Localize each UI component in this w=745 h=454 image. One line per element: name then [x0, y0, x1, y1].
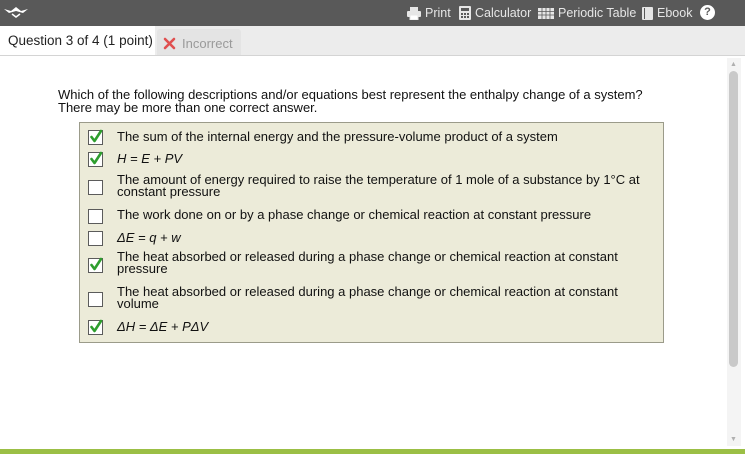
help-icon[interactable]: ?	[700, 5, 715, 20]
checkmark-icon	[89, 150, 103, 166]
periodic-table-label: Periodic Table	[558, 6, 637, 20]
question-content	[0, 56, 726, 448]
calculator-button[interactable]	[459, 0, 531, 26]
option-checkbox[interactable]	[88, 152, 103, 167]
question-text: Which of the following descriptions and/or equations best represent the enthalpy change of a system?	[58, 87, 643, 102]
question-tab-label: Question 3 of 4 (1 point)	[8, 33, 153, 48]
question-prompt	[58, 88, 698, 114]
question-tab[interactable]	[0, 26, 155, 55]
print-button[interactable]	[407, 0, 451, 26]
answer-options-box	[79, 122, 664, 343]
option-text: H = E + PV	[117, 151, 183, 166]
calculator-icon	[459, 6, 471, 20]
option-checkbox[interactable]	[88, 292, 103, 307]
option-text: ΔE = q + w	[117, 230, 181, 245]
print-label: Print	[425, 6, 451, 20]
printer-icon	[407, 7, 421, 20]
top-toolbar	[0, 0, 745, 26]
option-text: The heat absorbed or released during a phase change or chemical reaction at constant pressure	[117, 249, 618, 276]
option-text: The heat absorbed or released during a phase change or chemical reaction at constant volume	[117, 284, 618, 311]
book-icon	[642, 7, 653, 20]
option-text: ΔH = ΔE + PΔV	[117, 319, 209, 334]
option-checkbox[interactable]	[88, 180, 103, 195]
calculator-label: Calculator	[475, 6, 532, 20]
bottom-accent-bar	[0, 449, 745, 454]
option-checkbox[interactable]	[88, 231, 103, 246]
checkmark-icon	[89, 318, 103, 334]
periodic-table-icon	[538, 8, 554, 19]
option-text: The sum of the internal energy and the pressure-volume product of a system	[117, 129, 558, 144]
question-tab-strip	[0, 26, 745, 56]
checkmark-icon	[89, 128, 103, 144]
question-hint: There may be more than one correct answer.	[58, 100, 318, 115]
ebook-label: Ebook	[657, 6, 693, 20]
periodic-table-button[interactable]	[538, 0, 636, 26]
option-checkbox[interactable]	[88, 258, 103, 273]
status-label: Incorrect	[182, 36, 233, 51]
option-checkbox[interactable]	[88, 209, 103, 224]
option-checkbox[interactable]	[88, 320, 103, 335]
option-text: The amount of energy required to raise the temperature of 1 mole of a substance by 1°C at constant pressure	[117, 172, 640, 199]
status-tab[interactable]	[157, 29, 241, 55]
checkmark-icon	[89, 256, 103, 272]
scroll-up-arrow-icon[interactable]: ▲	[730, 61, 737, 68]
logo-icon	[3, 5, 29, 19]
scroll-down-arrow-icon[interactable]: ▼	[730, 436, 737, 443]
ebook-button[interactable]	[642, 0, 692, 26]
incorrect-x-icon	[163, 37, 176, 50]
option-text: The work done on or by a phase change or chemical reaction at constant pressure	[117, 207, 592, 222]
option-checkbox[interactable]	[88, 130, 103, 145]
scrollbar-thumb[interactable]	[729, 71, 738, 367]
